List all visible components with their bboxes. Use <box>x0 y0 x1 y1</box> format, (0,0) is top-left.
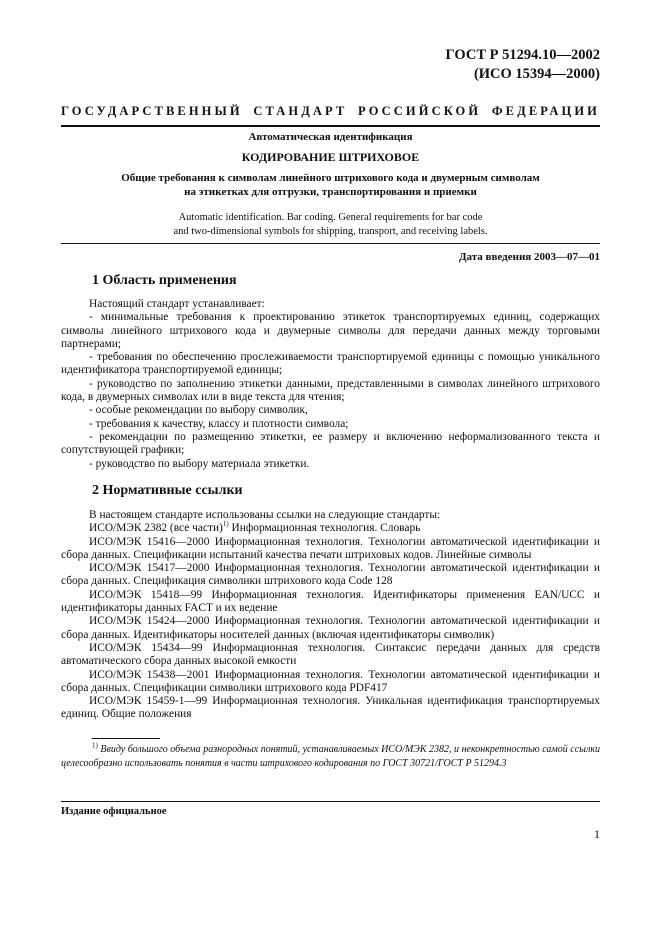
footer-rule <box>61 801 600 802</box>
standard-code: ГОСТ Р 51294.10—2002 <box>445 47 600 63</box>
subtitle-line-2: на этикетках для отгрузки, транспортирования и приемки <box>184 186 477 198</box>
standard-banner: ГОСУДАРСТВЕННЫЙ СТАНДАРТ РОССИЙСКОЙ ФЕДЕРАЦИИ <box>61 104 600 118</box>
subject-title: Автоматическая идентификация <box>248 131 413 143</box>
paragraph: - руководство по заполнению этикетки данными, представленными в символах линейного штрихового кода, в двумерных символах или в виде текста для чтения; <box>61 377 600 404</box>
edition-label: Издание официальное <box>61 806 167 817</box>
iso-equivalent-code: (ИСО 15394—2000) <box>473 66 600 82</box>
standard-code-block <box>446 46 600 84</box>
section-2-heading: 2 Нормативные ссылки <box>92 483 243 498</box>
paragraph: - рекомендации по размещению этикетки, ее размеру и включению неформализованного текста и сопутствующей графики; <box>61 430 600 457</box>
banner-rule <box>61 125 600 127</box>
reference-item: ИСО/МЭК 15459-1—99 Информационная технология. Уникальная идентификация транспортируемых единиц. Общие положения <box>61 695 600 721</box>
reference-title: ИСО/МЭК 2382 (все части) <box>89 522 223 535</box>
section-1-body <box>61 298 600 471</box>
paragraph: - руководство по выбору материала этикетки. <box>89 457 310 470</box>
paragraph: - требования по обеспечению прослеживаемости транспортируемой единицы с помощью уникального идентификатора транспортируемой единицы; <box>61 351 600 377</box>
footnote-separator <box>92 738 160 739</box>
reference-item: ИСО/МЭК 15438—2001 Информационная технология. Технологии автоматической идентификации и сбора данных. Спецификации символики штрихового кода PDF417 <box>61 668 600 694</box>
english-title <box>61 211 600 239</box>
page-number: 1 <box>594 827 600 841</box>
section-1-heading: 1 Область применения <box>92 273 237 288</box>
reference-item: ИСО/МЭК 15424—2000 Информационная технология. Технологии автоматической идентификации и сбора данных. Идентификаторы носителей данных (включая идентификаторы символик) <box>61 615 600 641</box>
footnote-marker: 1) <box>92 741 98 750</box>
main-title: КОДИРОВАНИЕ ШТРИХОВОЕ <box>241 150 420 164</box>
subtitle <box>61 171 600 199</box>
reference-item: ИСО/МЭК 15416—2000 Информационная технология. Технологии автоматической идентификации и сбора данных. Спецификации испытаний качества печати штриховых кодов. Линейные символы <box>61 535 600 561</box>
subtitle-line-1: Общие требования к символам линейного штрихового кода и двумерным символам <box>121 172 540 184</box>
reference-item <box>61 522 600 535</box>
footnote-text: Ввиду большого объема разнородных понятий, устанавливаемых ИСО/МЭК 2382, и неконкретностью самой ссылки целесообразно использовать понятия в части штрихового кодирования по ГОСТ 30721/ГОСТ Р 51294.3 <box>61 744 600 769</box>
title-rule <box>61 243 600 244</box>
english-title-line-2: and two-dimensional symbols for shipping, transport, and receiving labels. <box>173 226 488 237</box>
reference-item: ИСО/МЭК 15417—2000 Информационная технология. Технологии автоматической идентификации и сбора данных. Спецификация символики штрихового кода Code 128 <box>61 562 600 588</box>
introduction-date: Дата введения 2003—07—01 <box>458 251 600 263</box>
reference-item: ИСО/МЭК 15434—99 Информационная технология. Синтаксис передачи данных для средств автоматического сбора данных высокой емкости <box>61 641 600 668</box>
reference-description: Информационная технология. Словарь <box>228 522 421 535</box>
reference-item: ИСО/МЭК 15418—99 Информационная технология. Идентификаторы применения EAN/UCC и идентификаторы данных FACT и их ведение <box>61 588 600 615</box>
paragraph: В настоящем стандарте использованы ссылки на следующие стандарты: <box>89 509 441 521</box>
footnote-marker: 1) <box>222 520 229 529</box>
english-title-line-1: Automatic identification. Bar coding. General requirements for bar code <box>178 212 483 223</box>
footnote <box>61 743 600 771</box>
paragraph: - минимальные требования к проектированию этикеток транспортируемых единиц, содержащих символы линейного штрихового кода и двумерные символы для передачи данных между торговыми партнерами; <box>61 311 600 350</box>
paragraph: - особые рекомендации по выбору символик, <box>89 404 308 417</box>
paragraph: Настоящий стандарт устанавливает: <box>89 298 265 310</box>
paragraph: - требования к качеству, классу и плотности символа; <box>89 417 349 430</box>
section-2-body <box>61 509 600 722</box>
